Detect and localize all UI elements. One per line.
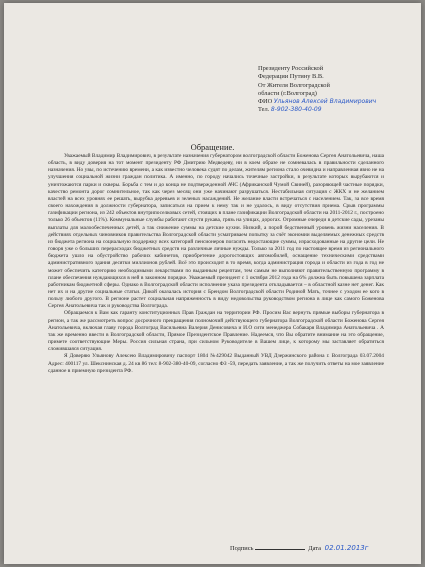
date-handwritten-value: 02.01.2013г bbox=[324, 544, 369, 552]
sender-line-2: области (г.Волгоград) bbox=[258, 89, 317, 97]
fio-label: ФИО bbox=[258, 98, 273, 106]
body-paragraph-3: Я Доверяю Ульянову Алексею Владимировичу паспорт 1804 №429042 Выданный УВД Дзержинского района г. Волгограда 03.07.2004 Адрес: 400117 ул. Шекснинская д. 24 кв 86 тел: 8-902-380-40-09, согласно ФЗ -59, передать заявление, а так же получить ответы на мое заявление сданное в приемную президента РФ. bbox=[48, 353, 384, 374]
fio-handwritten-value: Ульянов Алексей Владимирович bbox=[273, 98, 377, 106]
addressee-line-1: Президенту Российской bbox=[258, 65, 324, 72]
date-label: Дата bbox=[308, 545, 322, 552]
addressee-line-2: Федерации Путину В.В. bbox=[258, 73, 324, 81]
fio-row bbox=[258, 98, 418, 106]
document-body bbox=[48, 153, 384, 375]
phone-handwritten-value: 8-902-380-40-09 bbox=[270, 106, 322, 114]
sender-line-1: От Жителя Волгоградской bbox=[258, 81, 330, 89]
body-paragraph-1: Уважаемый Владимир Владимирович, в результате назначения губернатором волгоградской области Боженова Сергея Анатольевича, наша область, в виду доверия на тот момент президенту РФ Дмитрию Медведеву, ни в коем образе не сомневалась в правильности сделанного назначения. Но увы, по истечению времени, а как известно человека судят по делам, жителям региона стало очевидна и направленная явно не на улучшения социальной жизни граждан политика. А именно, по городу начались точечные застройки, в результате которых вырубаются и уничтожаются парки и скверы. Борьба с тем и до конца не подтвержденной АЧС (Африканской Чумой Свиней), разоряющей частные порядки, качество ремонта дорог сомнительное, так как через месяц они уже начинают разрушаться. Нестабильная ситуация с ЖКХ и не желанием властей на всех уровнях ее решать, вырубка деревьев и зеленых насаждений. Не желание власти встречаться с населением. Так, за все время своего нахождения в должности губернатора, записаться на прием к нему так и не удалось, в виду отсутствия приема. Срыв программы газификации региона, из 242 объектов внутрипоселковых сетей, стоящих в плане газификации Волгоградской области на 2011-2012 г., построено только 26 объектов (11%). Коммунальные службы работают спустя рукава, грязь на улицах, дорогах. Огромные очереди в детские сады, урезаны выплаты для малообеспеченных детей, а так снижение суммы на детские кухни. Низкий, а порой бедственный уровень жизни населения. В действиях отдельных чиновников правительства Волгоградской области усматриваем попытку за счёт экономии выделяемых денежных средств из бюджета региона на социальную поддержку всех категорий пенсионеров погасить недостающие суммы, израсходованные на другие цели. Не говоря уже о больших перерасходах бюджетных средств на различные личные нужды. Только за 2011 год по настоящее время из регионального бюджета ушло на обустройство рабочих кабинетов, приобретение дорогостоящих автомобилей, оснащение техническими средствами административного здания десятки миллионов рублей. Всё это происходит в то время, когда администрация города и области из года в год не может обеспечить категорию необходимыми лекарствами по выданным рецептам, тем самым не выполняют правительственную программу в плане обеспечения нуждающихся в ней в законном порядке. Уважаемый президент с 1 октября 2012 года на 6% должна быть повышена зарплата работникам бюджетной сферы. Однако в Волгоградской области исполнение указа президента откладывается – в областной казне нет денег. Как нет их и на другие социальные статьи. Дикой оказалась история с Брендом Волгоградской области Родиной Мать, точнее с уходом ее кого в пользу любого другого. В регионе растет социальная напряженность в виду недовольства руководством региона в лице как самого Боженова Сергея Анатольевича так и руководства Волгограда. bbox=[48, 153, 384, 310]
signature-label: Подпись bbox=[230, 545, 254, 552]
body-paragraph-2: Обращаемся к Вам как гаранту конституционных Прав Граждан на территории РФ. Просим Вас вернуть прямые выборы губернатора в регион, а так же рассмотреть вопрос досрочного прекращения полномочий действующего губернатора Волгоградской области Боженова Сергея Анатольевича, включая главу города Волгоград Васильевна Валерия Денисовича и И.О сити менеджера Собакаря Владимира Анатольевича . А так же временно ввести в Волгоградской области, Прямое Президентское Правление. Надеемся, что Вы обратите внимание на это обращение, примете соответствующие Меры. Россия сильная страна, при сильном Руководителе в Вашем лице, к которому мы заставляет обратиться сложившаяся ситуация. bbox=[48, 310, 384, 353]
phone-label: Тел. bbox=[258, 106, 270, 114]
document-sheet bbox=[4, 3, 421, 564]
addressee-block bbox=[258, 65, 418, 115]
document-title: Обращение. bbox=[190, 142, 235, 152]
signature-date-row bbox=[230, 544, 410, 552]
signature-line bbox=[255, 549, 305, 550]
phone-row bbox=[258, 106, 418, 114]
